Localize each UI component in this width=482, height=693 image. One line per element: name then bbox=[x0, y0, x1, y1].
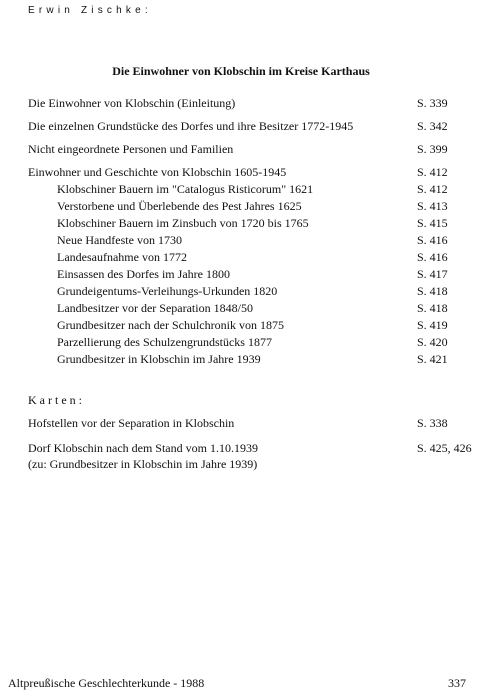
footer-page-number: 337 bbox=[448, 676, 466, 690]
toc-subentry-label: Verstorbene und Überlebende des Pest Jahres 1625 bbox=[57, 199, 302, 213]
map-note: (zu: Grundbesitzer in Klobschin im Jahre 1939) bbox=[28, 457, 258, 471]
toc-subentry-label: Landbesitzer vor der Separation 1848/50 bbox=[57, 301, 253, 315]
toc-subentry bbox=[0, 181, 482, 198]
map-entry bbox=[0, 414, 482, 433]
toc-subentry bbox=[0, 249, 482, 266]
maps-heading: Karten: bbox=[28, 393, 85, 407]
toc-subentry-page: S. 413 bbox=[417, 199, 448, 213]
toc-subentry-label: Parzellierung des Schulzengrundstücks 1877 bbox=[57, 335, 272, 349]
toc-subentry-page: S. 412 bbox=[417, 182, 448, 196]
toc-entry-page: S. 399 bbox=[417, 142, 448, 156]
toc-entry-label: Die einzelnen Grundstücke des Dorfes und ihre Besitzer 1772-1945 bbox=[28, 119, 354, 133]
toc-subentry bbox=[0, 198, 482, 215]
toc-entry-page: S. 339 bbox=[417, 96, 448, 110]
toc-subentry-page: S. 417 bbox=[417, 267, 448, 281]
toc-subentry bbox=[0, 232, 482, 249]
toc-subentry bbox=[0, 351, 482, 368]
toc-subentry-page: S. 415 bbox=[417, 216, 448, 230]
toc-subentry-page: S. 420 bbox=[417, 335, 448, 349]
toc-entry-label: Nicht eingeordnete Personen und Familien bbox=[28, 142, 234, 156]
toc-subentry bbox=[0, 266, 482, 283]
footer-publication: Altpreußische Geschlechterkunde - 1988 bbox=[8, 676, 205, 690]
toc-subentry-label: Klobschiner Bauern im "Catalogus Risticorum" 1621 bbox=[57, 182, 314, 196]
toc-subentry-page: S. 416 bbox=[417, 250, 448, 264]
toc-subentry-page: S. 416 bbox=[417, 233, 448, 247]
map-entry-label: Dorf Klobschin nach dem Stand vom 1.10.1939 bbox=[28, 441, 258, 455]
toc-entry-label: Die Einwohner von Klobschin (Einleitung) bbox=[28, 96, 236, 110]
toc-entry-label: Einwohner und Geschichte von Klobschin 1605-1945 bbox=[28, 165, 287, 179]
toc-subentry-page: S. 418 bbox=[417, 301, 448, 315]
toc-subentry-label: Grundbesitzer in Klobschin im Jahre 1939 bbox=[57, 352, 261, 366]
toc-subentry bbox=[0, 283, 482, 300]
toc-entry-page: S. 342 bbox=[417, 119, 448, 133]
author-header: Erwin Zischke: bbox=[28, 5, 152, 16]
toc-subentry-page: S. 419 bbox=[417, 318, 448, 332]
toc-entry bbox=[0, 118, 482, 135]
toc-subentry-label: Landesaufnahme von 1772 bbox=[57, 250, 187, 264]
map-entry-label: Hofstellen vor der Separation in Klobschin bbox=[28, 416, 235, 430]
toc-subentry bbox=[0, 317, 482, 334]
toc-subentry-label: Neue Handfeste von 1730 bbox=[57, 233, 182, 247]
maps-list bbox=[0, 414, 482, 458]
toc-subentry-label: Grundeigentums-Verleihungs-Urkunden 1820 bbox=[57, 284, 278, 298]
toc-subentry-label: Einsassen des Dorfes im Jahre 1800 bbox=[57, 267, 230, 281]
toc-subentry bbox=[0, 334, 482, 351]
toc-subentry-page: S. 421 bbox=[417, 352, 448, 366]
toc-entry-page: S. 412 bbox=[417, 165, 448, 179]
toc-subentry-label: Grundbesitzer nach der Schulchronik von 1875 bbox=[57, 318, 284, 332]
document-title: Die Einwohner von Klobschin im Kreise Karthaus bbox=[112, 64, 370, 78]
toc-subentry bbox=[0, 300, 482, 317]
map-entry-page: S. 338 bbox=[417, 416, 448, 430]
toc-entry bbox=[0, 141, 482, 158]
table-of-contents bbox=[0, 95, 482, 368]
toc-subentry-page: S. 418 bbox=[417, 284, 448, 298]
toc-entry bbox=[0, 95, 482, 112]
toc-subentry bbox=[0, 215, 482, 232]
map-entry-page: S. 425, 426 bbox=[417, 441, 472, 455]
toc-subentry-label: Klobschiner Bauern im Zinsbuch von 1720 bis 1765 bbox=[57, 216, 309, 230]
toc-entry bbox=[0, 164, 482, 181]
